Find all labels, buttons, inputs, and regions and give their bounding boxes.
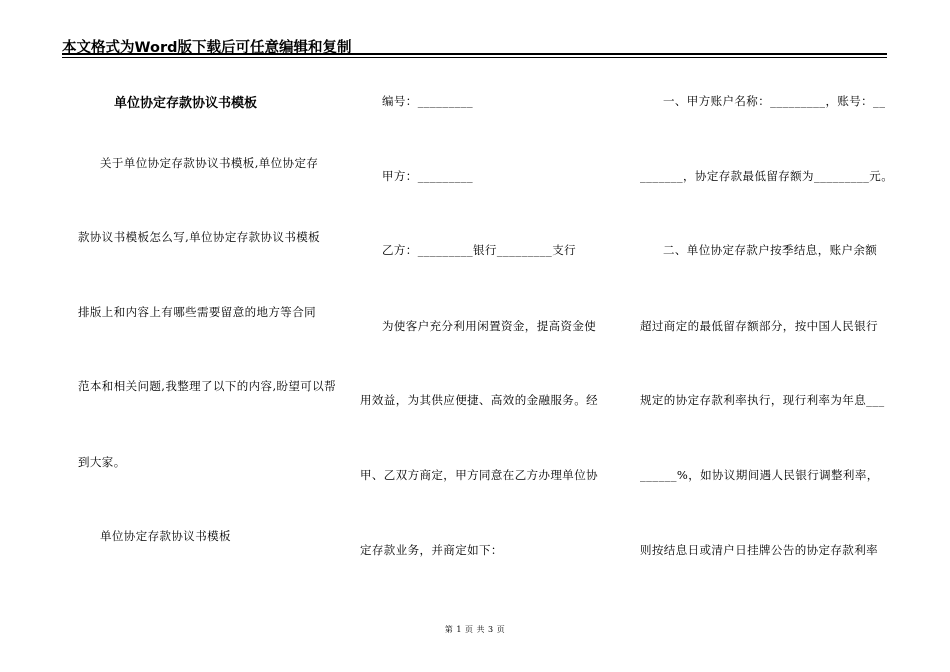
page-footer: 第 1 页 共 3 页 bbox=[444, 625, 506, 634]
paragraph-line: 范本和相关问题,我整理了以下的内容,盼望可以帮 bbox=[78, 379, 337, 393]
paragraph-line: 超过商定的最低留存额部分，按中国人民银行 bbox=[640, 319, 878, 333]
paragraph-line: 款协议书模板怎么写,单位协定存款协议书模板 bbox=[78, 230, 321, 244]
paragraph-line: 到大家。 bbox=[78, 455, 126, 469]
header-rule-thick bbox=[62, 53, 887, 55]
paragraph-line: 规定的协定存款利率执行，现行利率为年息___ bbox=[640, 393, 885, 407]
paragraph-line: 定存款业务，并商定如下： bbox=[360, 543, 503, 557]
paragraph-line: 则按结息日或清户日挂牌公告的协定存款利率 bbox=[640, 543, 878, 557]
field-party-b: 乙方：_________银行_________支行 bbox=[382, 243, 576, 257]
paragraph-line: 用效益，为其供应便捷、高效的金融服务。经 bbox=[360, 393, 598, 407]
section-heading: 单位协定存款协议书模板 bbox=[100, 529, 231, 543]
paragraph-line: ______%，如协议期间遇人民银行调整利率， bbox=[640, 468, 879, 482]
paragraph-line: 关于单位协定存款协议书模板,单位协定存 bbox=[100, 156, 319, 170]
field-party-a: 甲方：_________ bbox=[382, 169, 474, 183]
paragraph-line: 二、单位协定存款户按季结息，账户余额 bbox=[663, 243, 878, 257]
paragraph-line: _______，协定存款最低留存额为_________元。 bbox=[640, 169, 894, 183]
field-number: 编号：_________ bbox=[382, 94, 474, 108]
document-title: 单位协定存款协议书模板 bbox=[114, 96, 258, 111]
header-text: 本文格式为Word版下载后可任意编辑和复制 bbox=[62, 40, 352, 56]
paragraph-line: 甲、乙双方商定，甲方同意在乙方办理单位协 bbox=[360, 468, 598, 482]
paragraph-line: 排版上和内容上有哪些需要留意的地方等合同 bbox=[78, 305, 316, 319]
header-rule-thin bbox=[62, 57, 887, 58]
paragraph-line: 一、甲方账户名称：_________，账号：__ bbox=[663, 94, 886, 108]
paragraph-line: 为使客户充分利用闲置资金，提高资金使 bbox=[382, 319, 597, 333]
